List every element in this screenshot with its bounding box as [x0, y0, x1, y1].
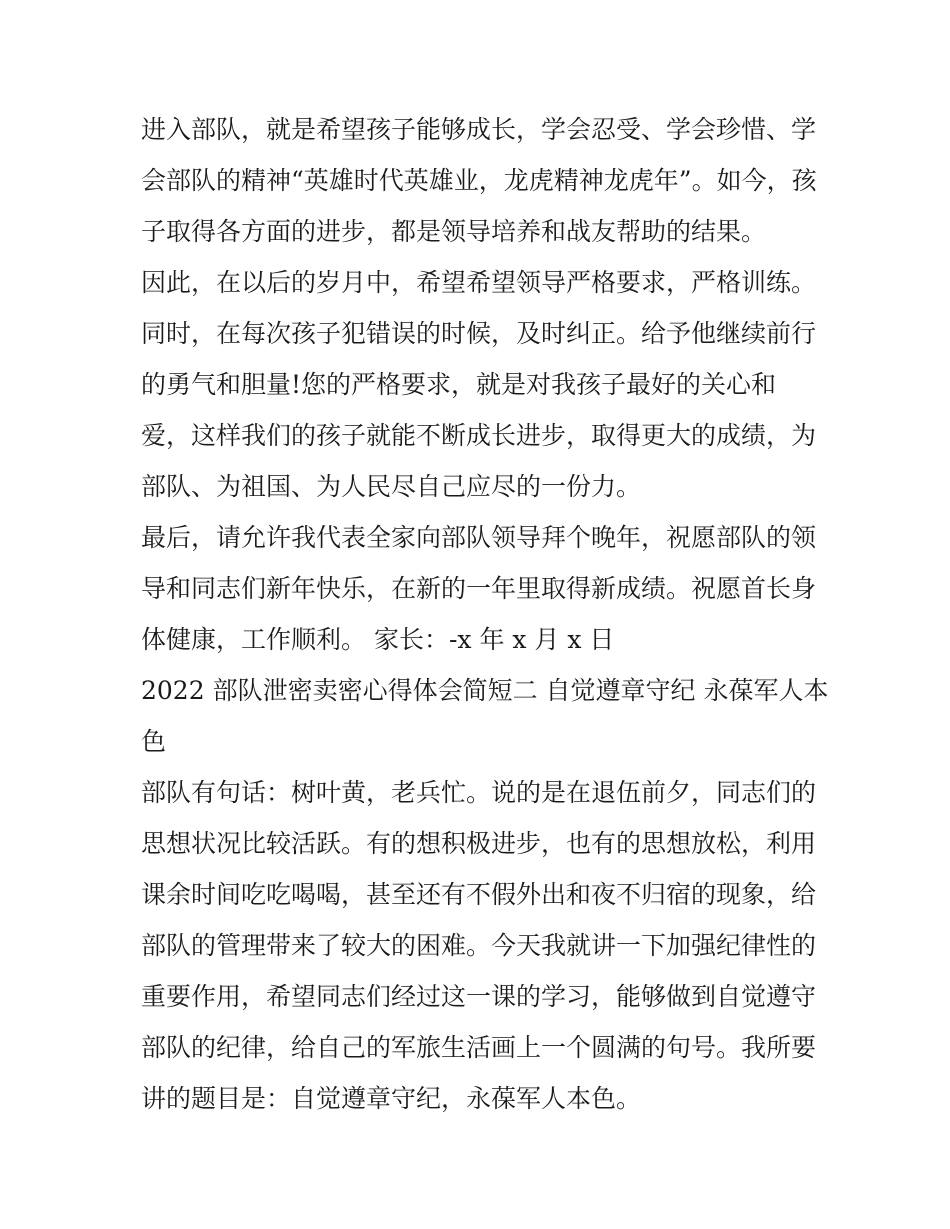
text-line: 课余时间吃吃喝喝，甚至还有不假外出和夜不归宿的现象，给 — [141, 880, 817, 909]
text-line: 进入部队，就是希望孩子能够成长，学会忍受、学会珍惜、学 — [141, 115, 817, 144]
text-line: 讲的题目是：自觉遵章守纪，永葆军人本色。 — [141, 1084, 642, 1113]
text-line: 同时，在每次孩子犯错误的时候，及时纠正。给予他继续前行 — [141, 319, 817, 348]
text-line: 部队、为祖国、为人民尽自己应尽的一份力。 — [141, 472, 642, 501]
document-body — [141, 108, 829, 1128]
text-line: 会部队的精神“英雄时代英雄业，龙虎精神龙虎年”。如今，孩 — [141, 166, 817, 195]
text-line: 部队的纪律，给自己的军旅生活画上一个圆满的句号。我所要 — [141, 1033, 817, 1062]
text-line: 重要作用，希望同志们经过这一课的学习，能够做到自觉遵守 — [141, 982, 817, 1011]
text-line: 体健康，工作顺利。 家长：-x 年 x 月 x 日 — [141, 625, 615, 654]
text-line: 爱，这样我们的孩子就能不断成长进步，取得更大的成绩，为 — [141, 421, 817, 450]
text-line: 思想状况比较活跃。有的想积极进步，也有的思想放松，利用 — [141, 829, 817, 858]
text-line: 子取得各方面的进步，都是领导培养和战友帮助的结果。 — [141, 217, 767, 246]
text-line: 最后，请允许我代表全家向部队领导拜个晚年，祝愿部队的领 — [141, 523, 817, 552]
text-line: 导和同志们新年快乐，在新的一年里取得新成绩。祝愿首长身 — [141, 574, 817, 603]
text-line: 部队有句话：树叶黄，老兵忙。说的是在退伍前夕，同志们的 — [141, 778, 817, 807]
text-line: 部队的管理带来了较大的困难。今天我就讲一下加强纪律性的 — [141, 931, 817, 960]
section-heading-line: 色 — [141, 727, 167, 756]
section-heading-line: 2022 部队泄密卖密心得体会简短二 自觉遵章守纪 永葆军人本 — [141, 676, 829, 705]
text-line: 的勇气和胆量!您的严格要求，就是对我孩子最好的关心和 — [141, 370, 777, 399]
text-line: 因此，在以后的岁月中，希望希望领导严格要求，严格训练。 — [141, 268, 817, 297]
